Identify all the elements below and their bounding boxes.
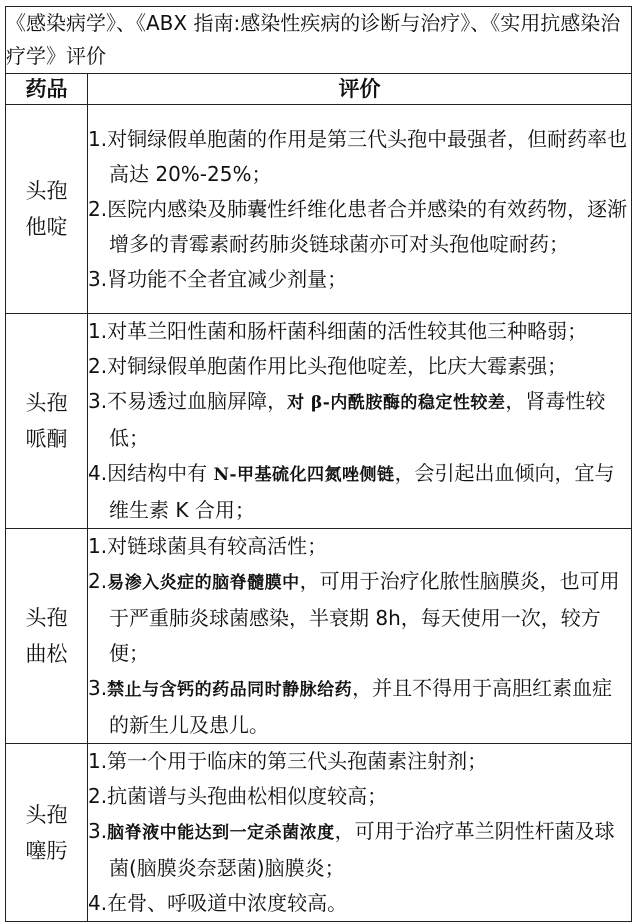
comment-cell: [88, 314, 632, 529]
list-item: 1.对铜绿假单胞菌的作用是第三代头孢中最强者，但耐药率也高达 20%-25%；: [88, 126, 628, 186]
list-item: 3.肾功能不全者宜减少剂量；: [88, 266, 348, 291]
drug-name: 哌酮: [25, 427, 68, 451]
emphasis-text: 禁止与含钙的药品同时静脉给药: [107, 680, 353, 700]
header-row: [6, 74, 632, 105]
emphasis-text: 脑脊液中能达到一定杀菌浓度: [107, 823, 335, 843]
drug-name: 头孢: [25, 391, 68, 415]
evaluation-table: [5, 6, 632, 922]
title-row: [6, 7, 632, 74]
header-drug: 药品: [6, 74, 88, 105]
table-row: [6, 744, 632, 922]
comment-cell: [88, 744, 632, 922]
table-row: [6, 105, 632, 314]
list-item: 1.第一个用于临床的第三代头孢菌素注射剂；: [88, 749, 488, 773]
emphasis-text: 对 β-内酰胺酶的稳定性较差: [287, 393, 506, 413]
drug-name: 头孢: [25, 606, 68, 630]
list-item: 2.医院内感染及肺囊性纤维化患者合并感染的有效药物，逐渐增多的青霉素耐药肺炎链球菌亦可对头孢他啶耐药；: [88, 196, 628, 256]
drug-name: 头孢: [25, 179, 68, 203]
emphasis-text: 易渗入炎症的脑脊髓膜中: [107, 573, 300, 593]
list-item: 2.易渗入炎症的脑脊髓膜中，可用于治疗化脓性脑膜炎，也可用于严重肺炎球菌感染，半衰期 8h，每天使用一次，较方便；: [88, 569, 620, 665]
list-item: 2.对铜绿假单胞菌作用比头孢他啶差，比庆大霉素强；: [88, 354, 568, 378]
list-item: 4.在骨、呼吸道中浓度较高。: [88, 891, 348, 915]
drug-name: 头孢: [25, 802, 68, 827]
drug-name-cell: [6, 529, 88, 744]
comment-cell: [88, 105, 632, 314]
table-title: 《感染病学》、《ABX 指南:感染性疾病的诊断与治疗》、《实用抗感染治疗学》评价: [6, 7, 632, 74]
drug-name-cell: [6, 744, 88, 922]
list-item: 2.抗菌谱与头孢曲松相似度较高；: [88, 784, 388, 808]
header-comment: 评价: [88, 74, 632, 105]
list-item: 1.对链球菌具有较高活性；: [88, 534, 328, 558]
drug-name: 曲松: [25, 642, 68, 666]
list-item: 1.对革兰阳性菌和肠杆菌科细菌的活性较其他三种略弱；: [88, 319, 588, 343]
drug-name: 噻肟: [25, 838, 68, 863]
list-item: 3.禁止与含钙的药品同时静脉给药，并且不得用于高胆红素血症的新生儿及患儿。: [88, 676, 613, 737]
comment-cell: [88, 529, 632, 744]
table-row: [6, 529, 632, 744]
drug-name: 他啶: [25, 215, 68, 239]
list-item: 4.因结构中有 N-甲基硫化四氮唑侧链，会引起出血倾向，宜与维生素 K 合用；: [88, 461, 615, 522]
table-row: [6, 314, 632, 529]
drug-name-cell: [6, 105, 88, 314]
drug-name-cell: [6, 314, 88, 529]
list-item: 3.脑脊液中能达到一定杀菌浓度，可用于治疗革兰阴性杆菌及球菌(脑膜炎奈瑟菌)脑膜炎；: [88, 819, 615, 880]
emphasis-text: N-甲基硫化四氮唑侧链: [213, 465, 395, 485]
list-item: 3.不易透过血脑屏障，对 β-内酰胺酶的稳定性较差，肾毒性较低；: [88, 389, 606, 450]
